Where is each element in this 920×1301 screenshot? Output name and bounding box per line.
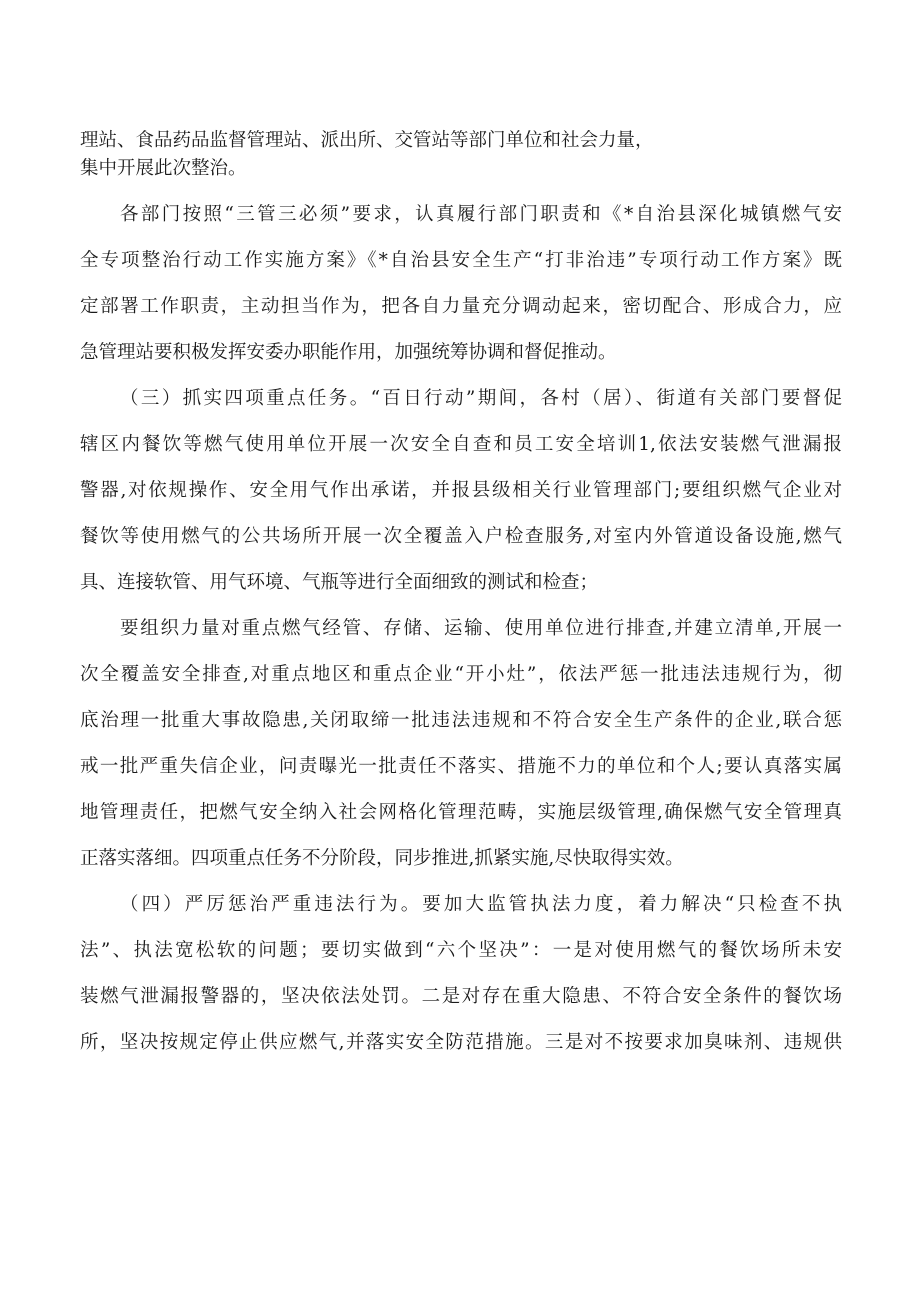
section-3-line-2: 辖区内餐饮等燃气使用单位开展一次安全自查和员工安全培训1,依法安装燃气泄漏报: [80, 434, 842, 455]
paragraph-2-line-4: 戒一批严重失信企业，问责曝光一批责任不落实、措施不力的单位和个人;要认真落实属: [80, 756, 842, 777]
paragraph-2-line-1: 要组织力量对重点燃气经管、存储、运输、使用单位进行排查,并建立清单,开展一: [120, 618, 842, 639]
text-line-1: 理站、食品药品监督管理站、派出所、交管站等部门单位和社会力量，: [80, 130, 654, 151]
paragraph-2-line-5: 地管理责任，把燃气安全纳入社会网格化管理范畴，实施层级管理,确保燃气安全管理真: [80, 802, 842, 823]
section-3-heading-line: （三）抓实四项重点任务。“百日行动”期间，各村（居）、街道有关部门要督促: [120, 388, 842, 409]
section-4-line-2: 法”、执法宽松软的问题；要切实做到“六个坚决”：一是对使用燃气的餐饮场所未安: [80, 940, 842, 961]
paragraph-1-line-1: 各部门按照“三管三必须”要求，认真履行部门职责和《*自治县深化城镇燃气安: [120, 204, 842, 225]
paragraph-1-line-3: 定部署工作职责，主动担当作为，把各自力量充分调动起来，密切配合、形成合力，应: [80, 296, 842, 317]
section-4-heading-line: （四）严厉惩治严重违法行为。要加大监管执法力度，着力解决“只检查不执: [120, 894, 842, 915]
paragraph-1-line-2: 全专项整治行动工作实施方案》《*自治县安全生产“打非治违”专项行动工作方案》既: [80, 250, 842, 271]
paragraph-1-line-4: 急管理站要积极发挥安委办职能作用，加强统筹协调和督促推动。: [80, 342, 617, 363]
paragraph-2-line-3: 底治理一批重大事故隐患,关闭取缔一批违法违规和不符合安全生产条件的企业,联合惩: [80, 710, 842, 731]
section-4-line-3: 装燃气泄漏报警器的，坚决依法处罚。二是对存在重大隐患、不符合安全条件的餐饮场: [80, 986, 842, 1007]
section-3-line-4: 餐饮等使用燃气的公共场所开展一次全覆盖入户检查服务,对室内外管道设备设施,燃气: [80, 526, 842, 547]
paragraph-2-line-2: 次全覆盖安全排查,对重点地区和重点企业“开小灶”，依法严惩一批违法违规行为，彻: [80, 664, 842, 685]
text-line-2: 集中开展此次整治。: [80, 158, 247, 179]
section-3-line-3: 警器,对依规操作、安全用气作出承诺，并报县级相关行业管理部门;要组织燃气企业对: [80, 480, 842, 501]
section-4-line-4: 所，坚决按规定停止供应燃气,并落实安全防范措施。三是对不按要求加臭味剂、违规供: [80, 1032, 842, 1053]
paragraph-2-line-6: 正落实落细。四项重点任务不分阶段，同步推进,抓紧实施,尽快取得实效。: [80, 848, 684, 869]
section-3-line-5: 具、连接软管、用气环境、气瓶等进行全面细致的测试和检查；: [80, 572, 599, 593]
